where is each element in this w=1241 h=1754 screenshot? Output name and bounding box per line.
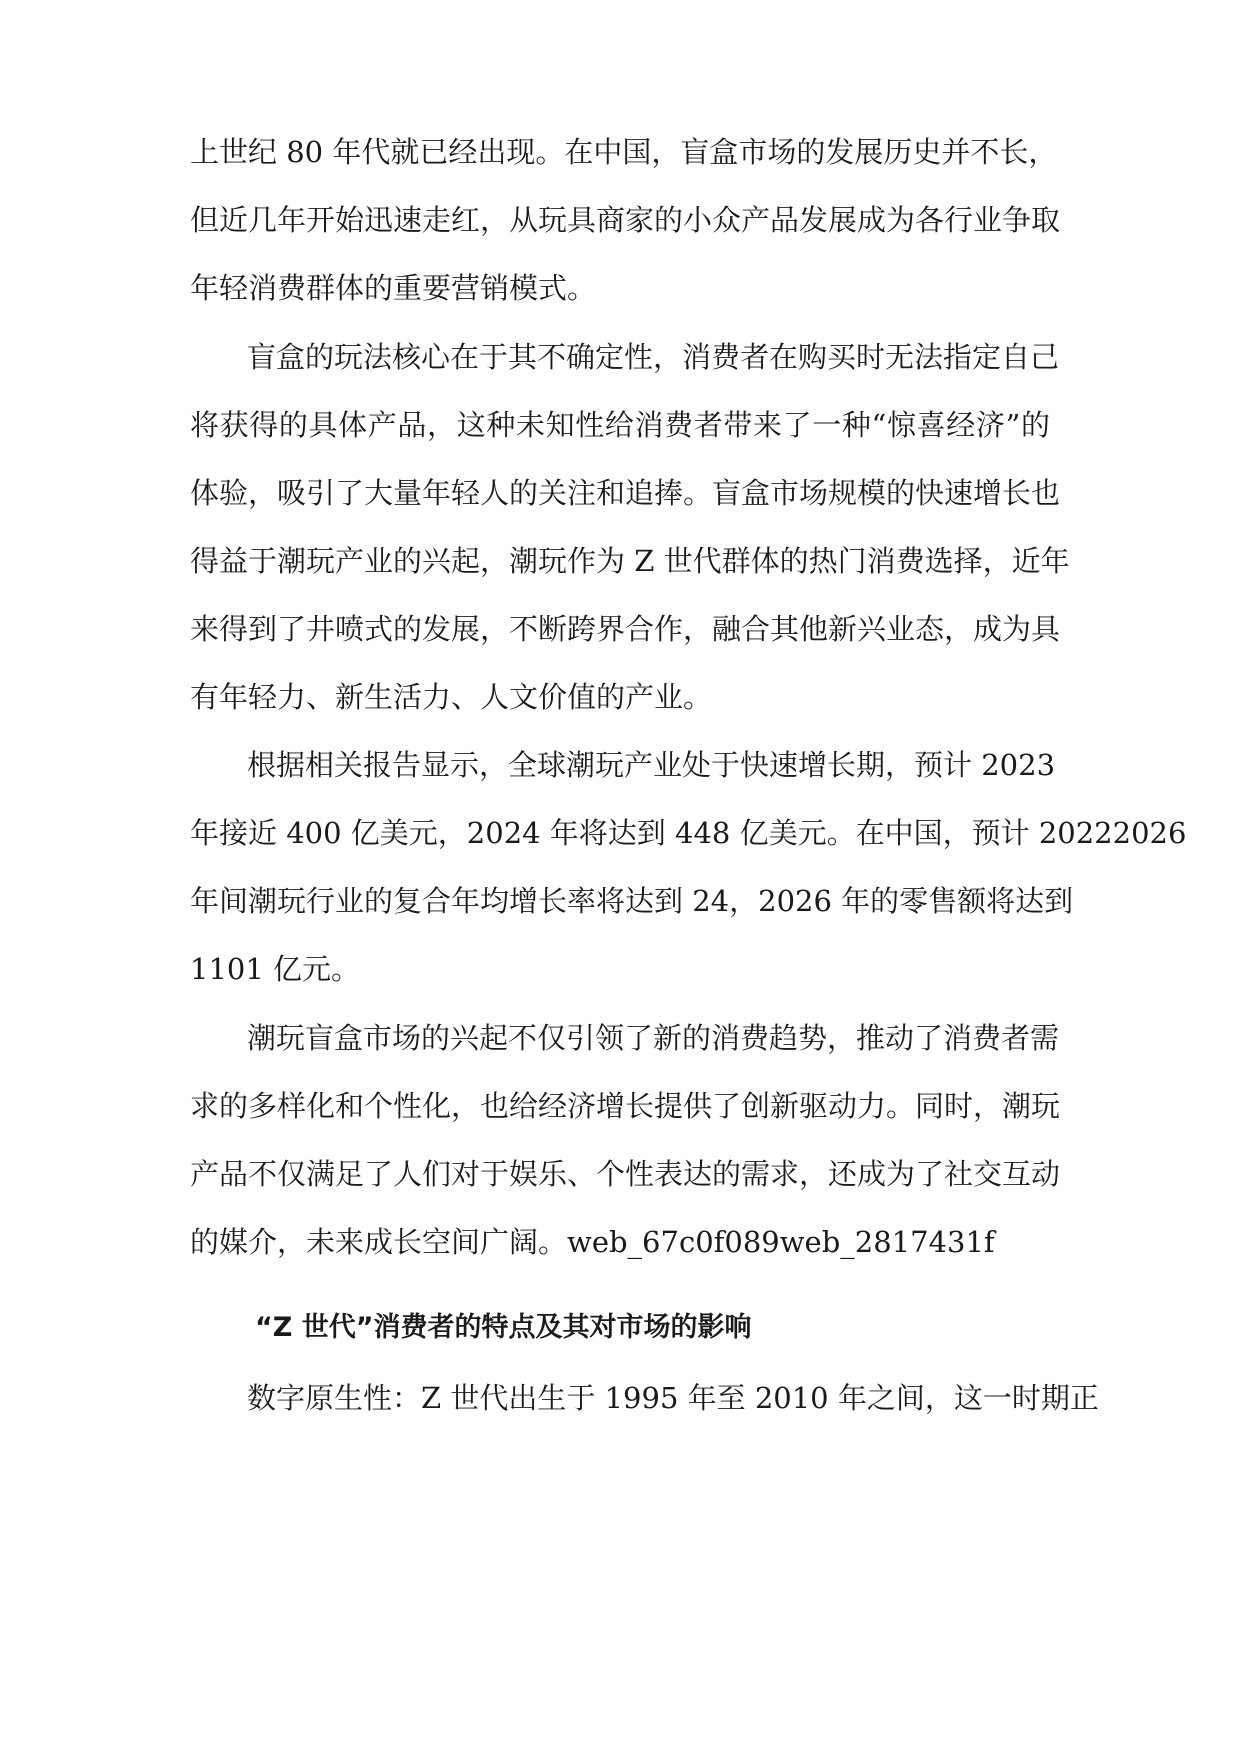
paragraph-2-line-5: 来得到了井喷式的发展，不断跨界合作，融合其他新兴业态，成为具: [190, 612, 1061, 646]
paragraph-3-line-1: 根据相关报告显示，全球潮玩产业处于快速增长期，预计 2023: [247, 748, 1056, 782]
paragraph-4-line-4: 的媒介，未来成长空间广阔。web_67c0f089web_2817431f: [190, 1225, 995, 1259]
paragraph-3-line-3: 年间潮玩行业的复合年均增长率将达到 24，2026 年的零售额将达到: [190, 884, 1074, 918]
paragraph-1-line-2: 但近几年开始迅速走红，从玩具商家的小众产品发展成为各行业争取: [190, 203, 1061, 237]
paragraph-2-line-4: 得益于潮玩产业的兴起，潮玩作为 Z 世代群体的热门消费选择，近年: [190, 544, 1070, 578]
section-paragraph-line-1: 数字原生性：Z 世代出生于 1995 年至 2010 年之间，这一时期正: [247, 1381, 1099, 1415]
paragraph-3-line-2: 年接近 400 亿美元，2024 年将达到 448 亿美元。在中国，预计 20222026: [190, 816, 1187, 850]
section-heading: “Z 世代”消费者的特点及其对市场的影响: [255, 1312, 752, 1343]
paragraph-2-line-1: 盲盒的玩法核心在于其不确定性，消费者在购买时无法指定自己: [247, 340, 1060, 374]
paragraph-4-line-2: 求的多样化和个性化，也给经济增长提供了创新驱动力。同时，潮玩: [190, 1089, 1061, 1123]
paragraph-3-line-4: 1101 亿元。: [190, 952, 361, 986]
paragraph-2-line-6: 有年轻力、新生活力、人文价值的产业。: [190, 680, 713, 714]
paragraph-2-line-2: 将获得的具体产品，这种未知性给消费者带来了一种“惊喜经济”的: [190, 408, 1050, 442]
paragraph-2-line-3: 体验，吸引了大量年轻人的关注和追捧。盲盒市场规模的快速增长也: [190, 476, 1061, 510]
paragraph-4-line-3: 产品不仅满足了人们对于娱乐、个性表达的需求，还成为了社交互动: [190, 1157, 1061, 1191]
paragraph-4-line-1: 潮玩盲盒市场的兴起不仅引领了新的消费趋势，推动了消费者需: [247, 1021, 1060, 1055]
paragraph-1-line-1: 上世纪 80 年代就已经出现。在中国，盲盒市场的发展历史并不长，: [190, 135, 1058, 169]
paragraph-1-line-3: 年轻消费群体的重要营销模式。: [190, 271, 597, 305]
